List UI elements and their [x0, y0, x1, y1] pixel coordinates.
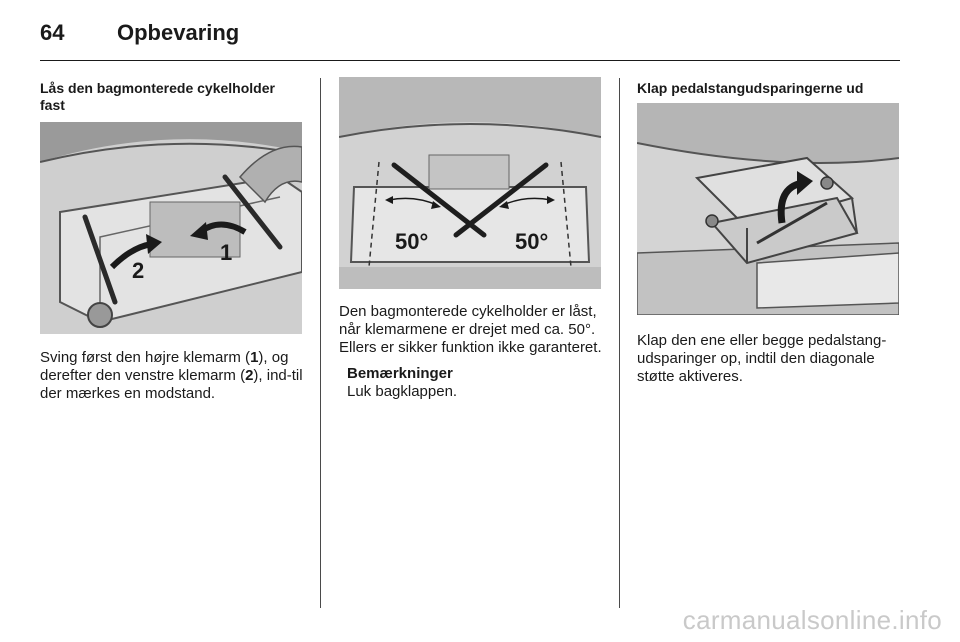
lock-condition-text: Den bagmonterede cykelholder er låst, når klemarmene er drejet med ca. 50°. Ellers er sikker funktion ikke garanteret.: [339, 303, 602, 356]
page-number: 64: [40, 20, 65, 45]
text-segment: ), og derefter den venstre klemarm (: [40, 349, 289, 384]
note-text: Luk bagklappen.: [347, 383, 458, 400]
text-segment: Sving først den højre klemarm (: [40, 349, 251, 366]
column-1-text: [40, 349, 304, 403]
page-header: [40, 14, 900, 60]
header-rule: [40, 60, 900, 61]
text-segment: ), ind-til der mærkes en modstand.: [40, 367, 303, 402]
column-3-text: [637, 332, 901, 386]
column-divider-left: [320, 78, 321, 608]
clamp-angles-illustration: [339, 77, 601, 289]
pedal-recess-illustration: [637, 103, 899, 315]
watermark: carmanualsonline.info: [682, 605, 942, 635]
figure-clamp-angles: [339, 77, 601, 289]
figure-label-1: 1: [220, 240, 233, 265]
column-1: [40, 80, 302, 114]
note-heading: Bemærkninger: [347, 365, 453, 382]
angle-label-left: 50°: [395, 229, 429, 254]
section-heading-lock: Lås den bagmonterede cykelholder fast: [40, 80, 275, 113]
column-3: [637, 80, 899, 97]
column-divider-right: [619, 78, 620, 608]
instruction-text-pedal: Klap den ene eller begge pedalstang-udsparinger op, indtil den diagonale støtte aktiveres.: [637, 332, 887, 385]
clamp-arms-illustration: [40, 122, 302, 334]
ref-number-2: 2: [245, 367, 254, 384]
section-heading-pedal: Klap pedalstangudsparingerne ud: [637, 80, 864, 96]
column-2-text: [339, 303, 603, 401]
page-title: Opbevaring: [117, 20, 240, 45]
figure-clamp-arms: [40, 122, 302, 334]
ref-number-1: 1: [250, 349, 259, 366]
figure-pedal-recess: [637, 103, 899, 315]
note-block: [347, 365, 603, 401]
angle-label-right: 50°: [515, 229, 549, 254]
figure-label-2: 2: [132, 258, 145, 283]
instruction-text-clamp: [40, 349, 304, 403]
